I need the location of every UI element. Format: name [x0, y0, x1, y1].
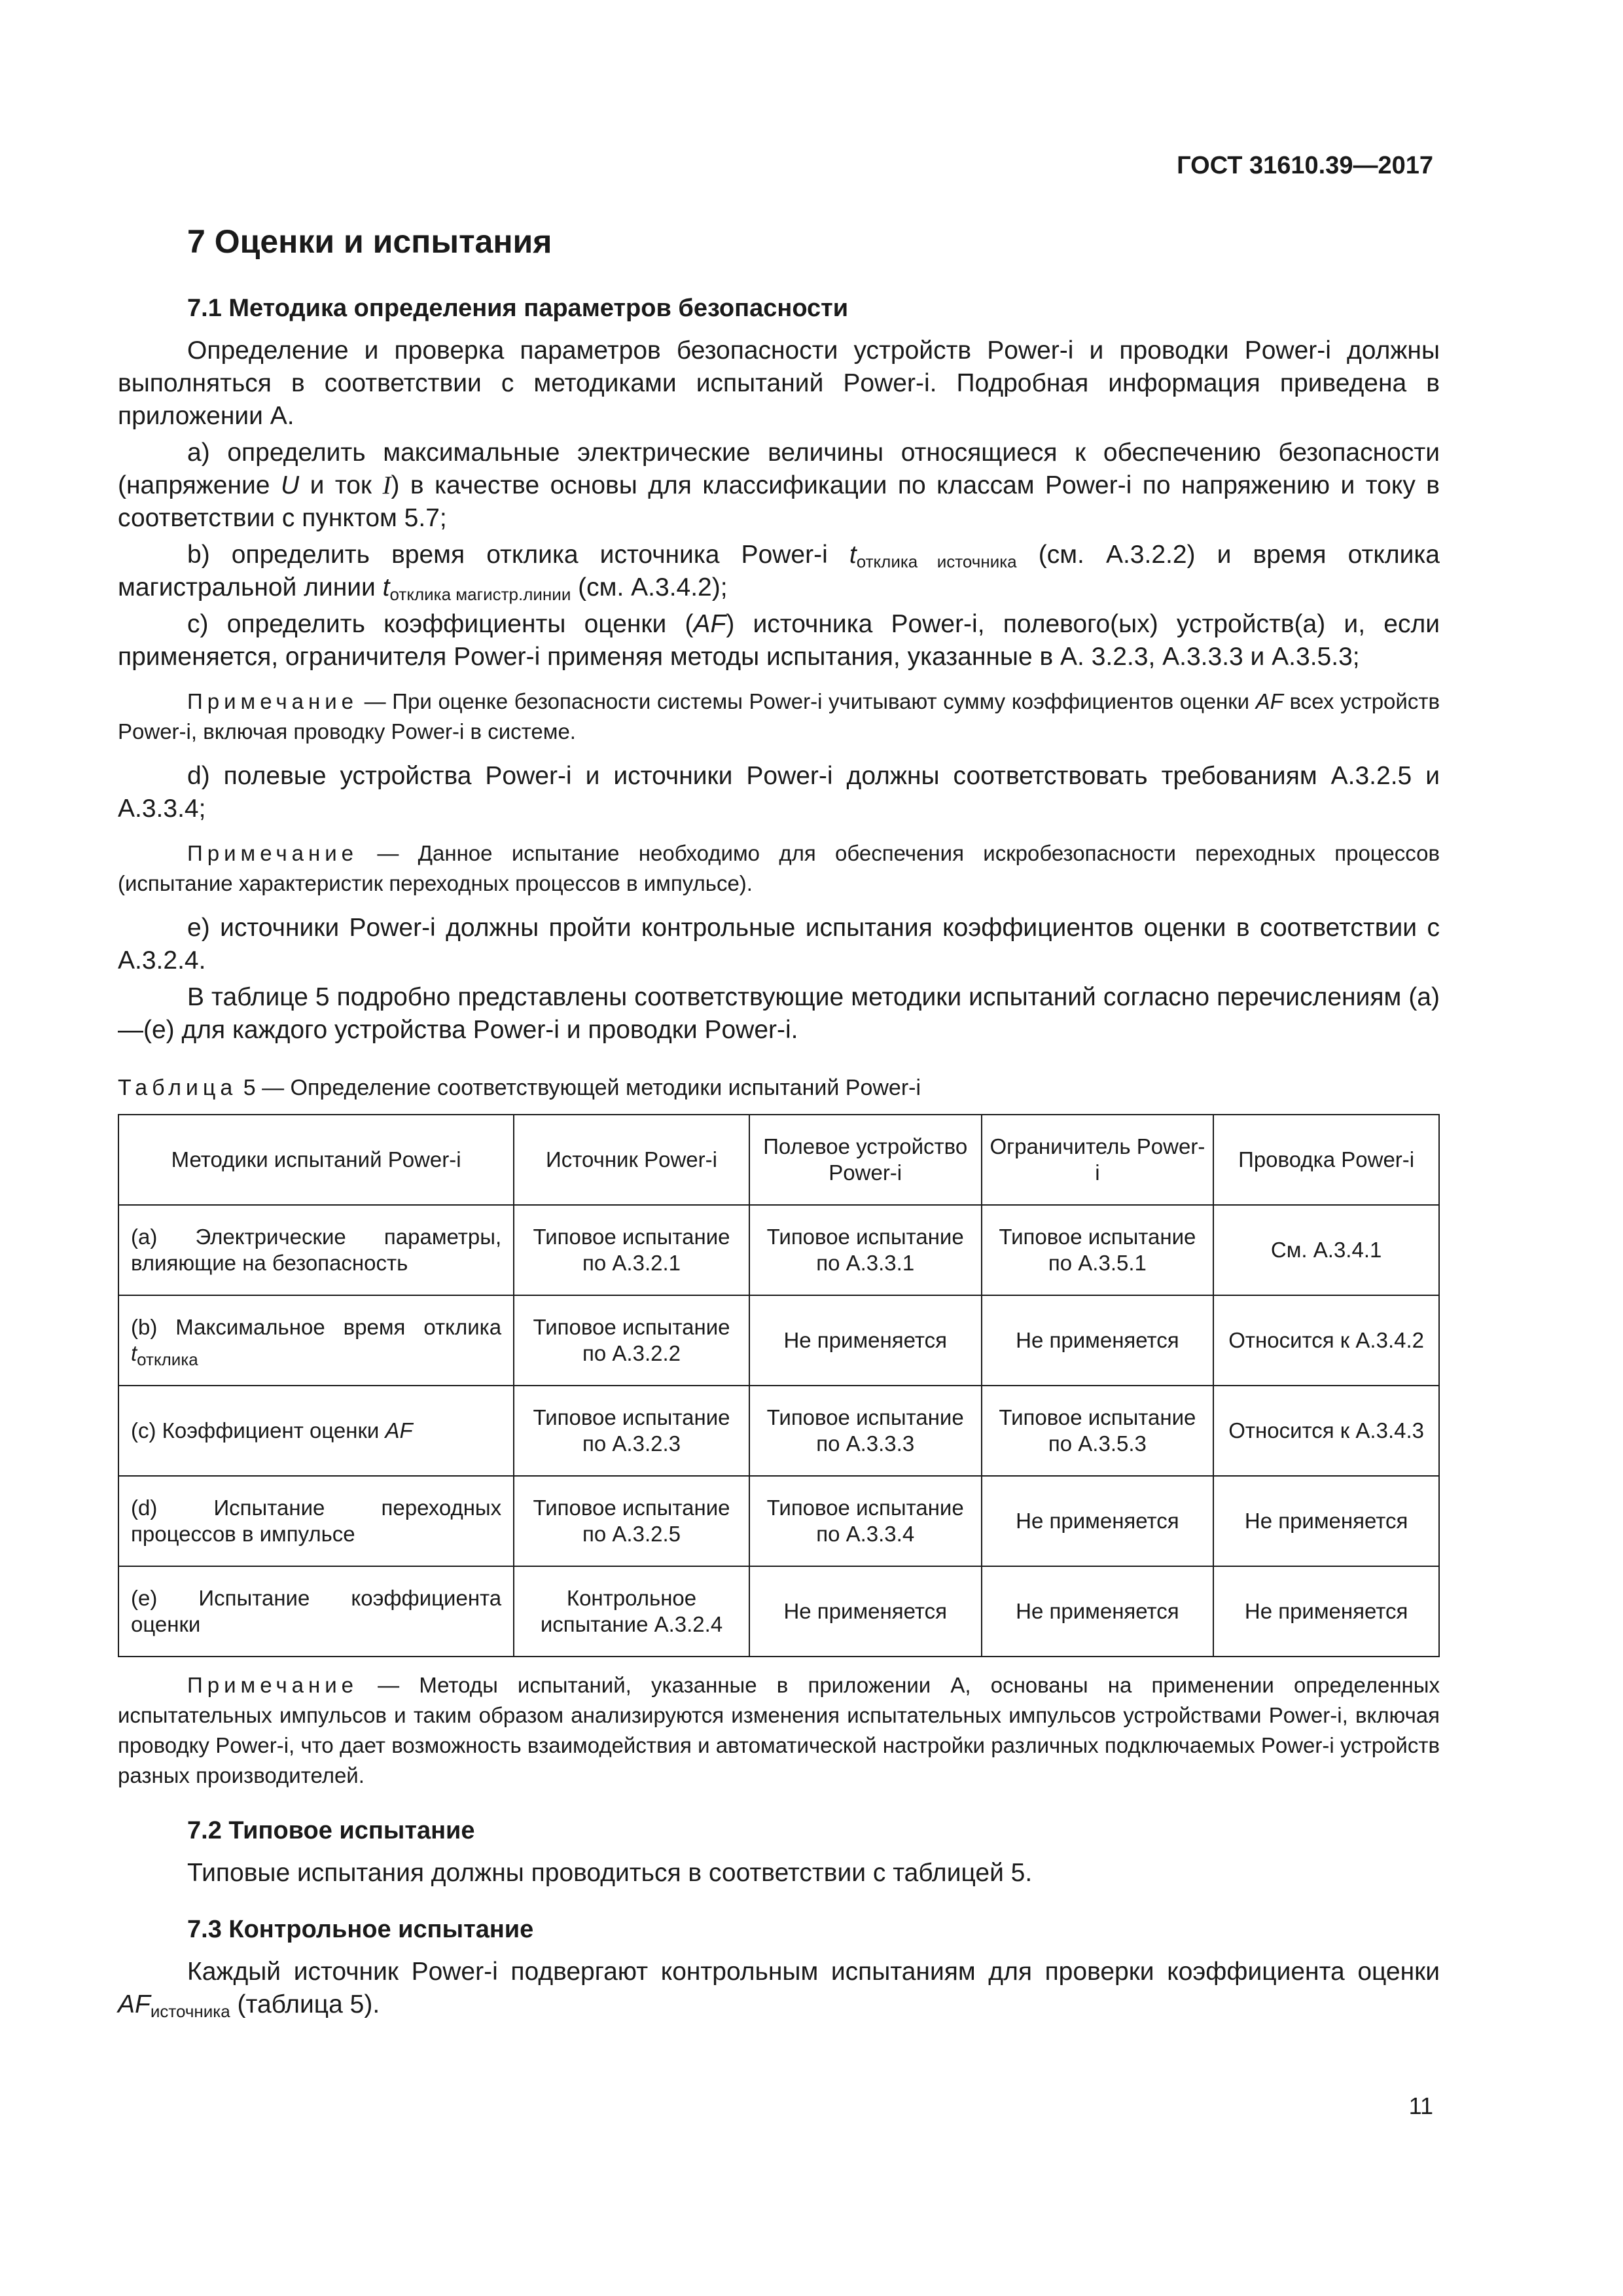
table-cell: Не применяется	[982, 1295, 1214, 1386]
table-cell: Типовое испытание по А.3.2.5	[514, 1476, 749, 1566]
section-title: 7 Оценки и испытания	[187, 223, 552, 260]
item-c: c) определить коэффициенты оценки (AF) источника Power-i, полевого(ых) устройств(а) и, если применяется, ограничителя Power-i применяя методы испытания, указанные в А. 3.2.3, А.3.3.3 и А.3.5.3;	[118, 610, 1440, 671]
table-cell: Контрольное испытание А.3.2.4	[514, 1566, 749, 1657]
note-1: Примечание — При оценке безопасности системы Power-i учитывают сумму коэффициентов оценки AF всех устройств Power-i, включая проводку Power-i в системе.	[118, 689, 1440, 744]
table-cell: Не применяется	[1213, 1476, 1439, 1566]
table-cell: См. А.3.4.1	[1213, 1205, 1439, 1295]
table-header-cell: Источник Power-i	[514, 1115, 749, 1205]
test-methods-table	[118, 1114, 1440, 1657]
row-label: (а) Электрические параметры, влияющие на безопасность	[118, 1205, 514, 1295]
table-header-cell: Полевое устройство Power-i	[749, 1115, 982, 1205]
page-content	[118, 223, 1440, 2025]
row-label: (е) Испытание коэффициента оценки	[118, 1566, 514, 1657]
table-row	[118, 1386, 1439, 1476]
item-a: а) определить максимальные электрические величины относящиеся к обеспечению безопасности (напряжение U и ток I) в качестве основы для классификации по классам Power-i по напряжению и току в соответствии с пунктом 5.7;	[118, 439, 1440, 532]
subsection-7-2-title: 7.2 Типовое испытание	[187, 1817, 475, 1844]
item-b: b) определить время отклика источника Power-i $t_{отклика источника}$ (см. А.3.2.2) и время отклика магистральной линии $t_{отклика магистр.линии}$ (см. А.3.4.2);	[118, 541, 1440, 604]
document-header: ГОСТ 31610.39—2017	[1177, 152, 1433, 179]
note-2: Примечание — Данное испытание необходимо для обеспечения искробезопасности переходных процессов (испытание характеристик переходных процессов в импульсе).	[118, 841, 1440, 895]
subsection-7-1-title: 7.1 Методика определения параметров безопасности	[187, 295, 849, 322]
item-e: е) источники Power-i должны пройти контрольные испытания коэффициентов оценки в соответствии с А.3.2.4.	[118, 914, 1440, 975]
table-header-row	[118, 1115, 1439, 1205]
table-cell: Типовое испытание по А.3.3.1	[749, 1205, 982, 1295]
row-label: (b) Максимальное время отклика $t_{отклика}$	[118, 1295, 514, 1386]
table-cell: Типовое испытание по А.3.2.3	[514, 1386, 749, 1476]
table-reference-paragraph: В таблице 5 подробно представлены соответствующие методики испытаний согласно перечислениям (а)—(е) для каждого устройства Power-i и проводки Power-i.	[118, 983, 1440, 1044]
page-number: 11	[1408, 2092, 1433, 2119]
table-cell: Типовое испытание по А.3.2.2	[514, 1295, 749, 1386]
subsection-7-3-title: 7.3 Контрольное испытание	[187, 1916, 534, 1943]
subsection-7-2-text: Типовые испытания должны проводиться в соответствии с таблицей 5.	[187, 1859, 1033, 1887]
table-cell: Не применяется	[982, 1566, 1214, 1657]
table-cell: Относится к А.3.4.3	[1213, 1386, 1439, 1476]
table-cell: Не применяется	[749, 1295, 982, 1386]
intro-paragraph: Определение и проверка параметров безопасности устройств Power-i и проводки Power-i должны выполняться в соответствии с методиками испытаний Power-i. Подробная информация приведена в приложении А.	[118, 336, 1440, 430]
note-3: Примечание — Методы испытаний, указанные в приложении А, основаны на применении определенных испытательных импульсов и таким образом анализируются изменения испытательных импульсов устройствами Power-i, включая проводку Power-i, что дает возможность взаимодействия и автоматической настройки различных подключаемых Power-i устройств разных производителей.	[118, 1673, 1440, 1787]
table-cell: Типовое испытание по А.3.2.1	[514, 1205, 749, 1295]
table-row	[118, 1566, 1439, 1657]
table-row	[118, 1476, 1439, 1566]
table-row	[118, 1205, 1439, 1295]
table-cell: Не применяется	[982, 1476, 1214, 1566]
table-cell: Типовое испытание по А.3.5.1	[982, 1205, 1214, 1295]
table-cell: Не применяется	[1213, 1566, 1439, 1657]
table-caption: Таблица 5 — Определение соответствующей методики испытаний Power-i	[118, 1075, 921, 1100]
table-cell: Не применяется	[749, 1566, 982, 1657]
subsection-7-3-text: Каждый источник Power-i подвергают контрольным испытаниям для проверки коэффициента оценки $AF_{источника}$ (таблица 5).	[118, 1958, 1440, 2021]
table-header-cell: Методики испытаний Power-i	[118, 1115, 514, 1205]
table-header-cell: Проводка Power-i	[1213, 1115, 1439, 1205]
table-cell: Типовое испытание по А.3.3.3	[749, 1386, 982, 1476]
table-header-cell: Ограничитель Power-i	[982, 1115, 1214, 1205]
table-row	[118, 1295, 1439, 1386]
table-cell: Относится к А.3.4.2	[1213, 1295, 1439, 1386]
table-cell: Типовое испытание по А.3.5.3	[982, 1386, 1214, 1476]
table-cell: Типовое испытание по А.3.3.4	[749, 1476, 982, 1566]
row-label: (d) Испытание переходных процессов в импульсе	[118, 1476, 514, 1566]
row-label: (с) Коэффициент оценки AF	[118, 1386, 514, 1476]
item-d: d) полевые устройства Power-i и источники Power-i должны соответствовать требованиям А.3.2.5 и А.3.3.4;	[118, 762, 1440, 823]
